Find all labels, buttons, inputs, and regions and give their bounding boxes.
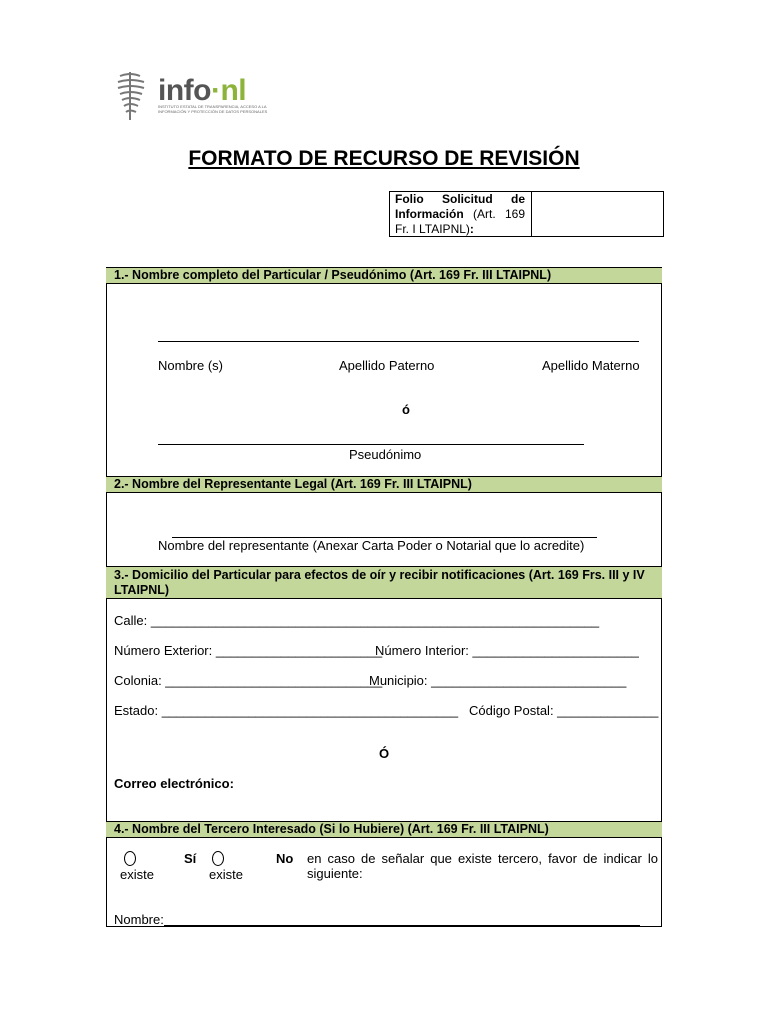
logo-wordmark bbox=[158, 76, 246, 106]
page-title: FORMATO DE RECURSO DE REVISIÓN bbox=[188, 147, 580, 170]
municipio-field[interactable]: Municipio: ___________________________ bbox=[369, 673, 627, 688]
calle-field[interactable]: Calle: ______________________________________________________________ bbox=[114, 613, 600, 628]
si-label: Sí bbox=[184, 851, 197, 866]
folio-label-rest: (Art. 169 Fr. I LTAIPNL) bbox=[395, 207, 525, 236]
correo-label: Correo electrónico: bbox=[114, 776, 234, 791]
pseudonimo-line[interactable] bbox=[158, 444, 584, 445]
representative-caption: Nombre del representante (Anexar Carta Poder o Notarial que lo acredite) bbox=[158, 538, 585, 553]
colonia-field[interactable]: Colonia: ______________________________ bbox=[114, 673, 383, 688]
estado-field[interactable]: Estado: _________________________________________ bbox=[114, 703, 459, 718]
no-existe-radio[interactable] bbox=[212, 851, 224, 866]
section4-header: 4.- Nombre del Tercero Interesado (Si lo Hubiere) (Art. 169 Fr. III LTAIPNL) bbox=[106, 821, 662, 838]
numero-interior-field[interactable]: Número Interior: _______________________ bbox=[375, 643, 639, 658]
section3-header: 3.- Domicilio del Particular para efectos de oír y recibir notificaciones (Art. 169 Frs. III y IV LTAIPNL) bbox=[106, 566, 662, 599]
folio-label-bold: Folio Solicitud de Información bbox=[395, 192, 525, 221]
tercero-nombre-label: Nombre: bbox=[114, 912, 164, 927]
full-name-line[interactable] bbox=[158, 341, 639, 342]
tercero-instruction: en caso de señalar que existe tercero, favor de indicar lo siguiente: bbox=[307, 851, 658, 881]
no-label: No bbox=[276, 851, 294, 866]
logo-info: info bbox=[158, 74, 211, 107]
apellido-materno-label: Apellido Materno bbox=[542, 358, 640, 373]
or-separator-2: Ó bbox=[379, 746, 390, 761]
codigo-postal-field[interactable]: Código Postal: ______________ bbox=[469, 703, 659, 718]
apellido-paterno-label: Apellido Paterno bbox=[339, 358, 435, 373]
nombres-label: Nombre (s) bbox=[158, 358, 224, 373]
pseudonimo-label: Pseudónimo bbox=[349, 447, 422, 462]
logo-subtitle: INSTITUTO ESTATAL DE TRANSPARENCIA, ACCESO A LA INFORMACIÓN Y PROTECCIÓN DE DATOS PERSONALES bbox=[158, 104, 268, 114]
logo-sep: · bbox=[210, 74, 221, 107]
si-existe-radio[interactable] bbox=[124, 851, 136, 866]
section2-header: 2.- Nombre del Representante Legal (Art. 169 Fr. III LTAIPNL) bbox=[106, 476, 662, 493]
folio-input-field[interactable] bbox=[533, 192, 663, 236]
logo-nl: nl bbox=[220, 74, 247, 107]
or-separator: ó bbox=[402, 402, 410, 417]
numero-exterior-field[interactable]: Número Exterior: _______________________ bbox=[114, 643, 383, 658]
folio-label bbox=[389, 191, 532, 237]
existe-label-1: existe bbox=[120, 867, 154, 882]
tercero-nombre-line[interactable] bbox=[164, 925, 640, 926]
folio-label-colon: : bbox=[469, 222, 474, 236]
existe-label-2: existe bbox=[209, 867, 243, 882]
section1-header: 1.- Nombre completo del Particular / Pseudónimo (Art. 169 Fr. III LTAIPNL) bbox=[106, 267, 662, 284]
